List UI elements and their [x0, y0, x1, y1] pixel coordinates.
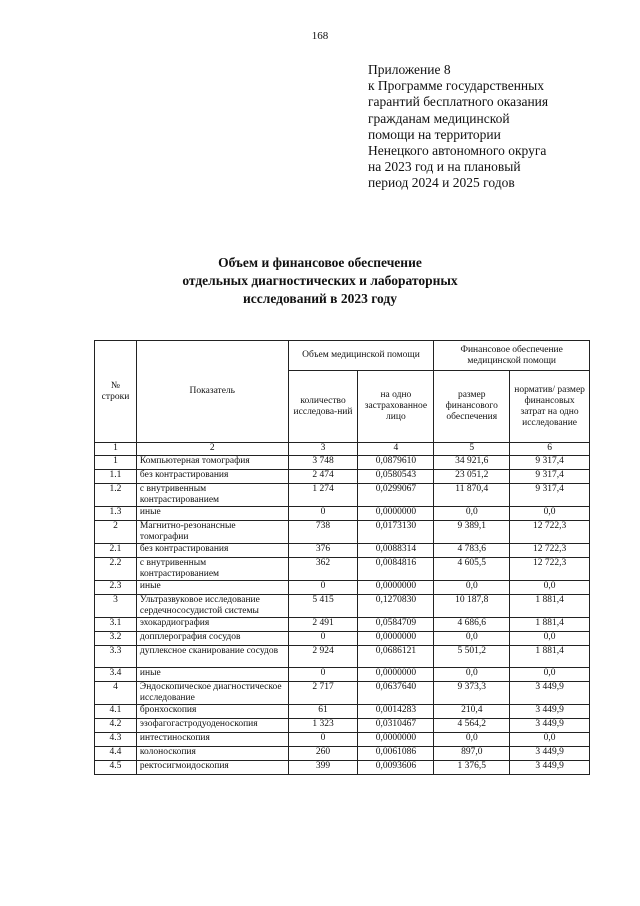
per-insured-value: 0,0000000	[358, 581, 434, 595]
norm-value: 1 881,4	[510, 646, 590, 668]
indicator-name: Эндоскопическое диагностическое исследование	[136, 682, 288, 705]
norm-value: 9 317,4	[510, 484, 590, 507]
finance-size-value: 23 051,2	[434, 470, 510, 484]
study-count: 0	[288, 581, 358, 595]
appendix-line: помощи на территории	[368, 126, 501, 142]
table-row	[95, 632, 590, 646]
header-count: количество исследова-ний	[288, 371, 358, 443]
indicator-name: Магнитно-резонансные томографии	[136, 521, 288, 544]
norm-value: 3 449,9	[510, 705, 590, 719]
finance-size-value: 1 376,5	[434, 761, 510, 775]
indicator-name: иные	[136, 581, 288, 595]
finance-size-value: 11 870,4	[434, 484, 510, 507]
table-row	[95, 705, 590, 719]
norm-value: 0,0	[510, 632, 590, 646]
finance-size-value: 0,0	[434, 507, 510, 521]
page-number: 168	[311, 30, 329, 42]
norm-value: 3 449,9	[510, 747, 590, 761]
study-count: 738	[288, 521, 358, 544]
table-row	[95, 682, 590, 705]
indicator-name: колоноскопия	[136, 747, 288, 761]
study-count: 1 323	[288, 719, 358, 733]
norm-value: 12 722,3	[510, 544, 590, 558]
finance-size-value: 0,0	[434, 668, 510, 682]
indicator-name: Ультразвуковое исследование сердечнососудистой системы	[136, 595, 288, 618]
table-row	[95, 521, 590, 544]
table-row	[95, 733, 590, 747]
finance-size-value: 10 187,8	[434, 595, 510, 618]
row-number: 4	[95, 682, 137, 705]
finance-size-value: 210,4	[434, 705, 510, 719]
per-insured-value: 0,0088314	[358, 544, 434, 558]
indicator-name: допплерография сосудов	[136, 632, 288, 646]
indicator-name: эхокардиография	[136, 618, 288, 632]
study-count: 376	[288, 544, 358, 558]
table-row	[95, 470, 590, 484]
table-row	[95, 761, 590, 775]
indicator-name: интестиноскопия	[136, 733, 288, 747]
finance-size-value: 34 921,6	[434, 456, 510, 470]
column-number: 4	[358, 443, 434, 456]
table-row	[95, 456, 590, 470]
norm-value: 9 317,4	[510, 470, 590, 484]
finance-size-value: 0,0	[434, 733, 510, 747]
title-line: Объем и финансовое обеспечение	[218, 255, 422, 270]
study-count: 399	[288, 761, 358, 775]
table-row	[95, 719, 590, 733]
appendix-line: Приложение 8	[368, 62, 451, 77]
header-per-insured: на одно застрахованное лицо	[358, 371, 434, 443]
appendix-line: Ненецкого автономного округа	[368, 143, 547, 159]
appendix-line: к Программе государственных	[368, 78, 544, 94]
row-number: 4.2	[95, 719, 137, 733]
row-number: 4.4	[95, 747, 137, 761]
row-number: 1.1	[95, 470, 137, 484]
row-number: 3.2	[95, 632, 137, 646]
study-count: 2 491	[288, 618, 358, 632]
per-insured-value: 0,1270830	[358, 595, 434, 618]
row-number: 2.3	[95, 581, 137, 595]
indicator-name: без контрастирования	[136, 470, 288, 484]
table-row	[95, 544, 590, 558]
header-finance-size: размер финансового обеспечения	[434, 371, 510, 443]
study-count: 2 474	[288, 470, 358, 484]
per-insured-value: 0,0173130	[358, 521, 434, 544]
study-count: 2 717	[288, 682, 358, 705]
column-number: 3	[288, 443, 358, 456]
finance-size-value: 4 686,6	[434, 618, 510, 632]
row-number: 1.3	[95, 507, 137, 521]
header-finance-group: Финансовое обеспечение медицинской помощи	[434, 341, 590, 371]
table-row	[95, 595, 590, 618]
norm-value: 0,0	[510, 507, 590, 521]
study-count: 362	[288, 558, 358, 581]
row-number: 1.2	[95, 484, 137, 507]
study-count: 0	[288, 668, 358, 682]
row-number: 2.2	[95, 558, 137, 581]
indicator-name: иные	[136, 668, 288, 682]
finance-size-value: 9 389,1	[434, 521, 510, 544]
row-number: 3.4	[95, 668, 137, 682]
column-number: 5	[434, 443, 510, 456]
study-count: 2 924	[288, 646, 358, 668]
row-number: 3.1	[95, 618, 137, 632]
norm-value: 9 317,4	[510, 456, 590, 470]
table-row	[95, 747, 590, 761]
per-insured-value: 0,0000000	[358, 507, 434, 521]
indicator-name: без контрастирования	[136, 544, 288, 558]
study-count: 0	[288, 632, 358, 646]
study-count: 260	[288, 747, 358, 761]
title-line: отдельных диагностических и лабораторных	[182, 273, 458, 288]
per-insured-value: 0,0000000	[358, 632, 434, 646]
row-number: 4.1	[95, 705, 137, 719]
appendix-line: период 2024 и 2025 годов	[368, 175, 515, 191]
table-row	[95, 668, 590, 682]
study-count: 61	[288, 705, 358, 719]
row-number: 2.1	[95, 544, 137, 558]
norm-value: 3 449,9	[510, 682, 590, 705]
appendix-line: на 2023 год и на плановый	[368, 159, 521, 175]
finance-size-value: 0,0	[434, 581, 510, 595]
finance-size-value: 4 605,5	[434, 558, 510, 581]
per-insured-value: 0,0299067	[358, 484, 434, 507]
diagnostics-table	[94, 340, 590, 775]
norm-value: 12 722,3	[510, 521, 590, 544]
table-row	[95, 507, 590, 521]
indicator-name: бронхоскопия	[136, 705, 288, 719]
finance-size-value: 9 373,3	[434, 682, 510, 705]
appendix-line: гражданам медицинской	[368, 110, 510, 126]
row-number: 2	[95, 521, 137, 544]
per-insured-value: 0,0637640	[358, 682, 434, 705]
row-number: 3.3	[95, 646, 137, 668]
study-count: 0	[288, 733, 358, 747]
per-insured-value: 0,0061086	[358, 747, 434, 761]
per-insured-value: 0,0093606	[358, 761, 434, 775]
per-insured-value: 0,0084816	[358, 558, 434, 581]
norm-value: 12 722,3	[510, 558, 590, 581]
per-insured-value: 0,0584709	[358, 618, 434, 632]
finance-size-value: 4 783,6	[434, 544, 510, 558]
row-number: 4.3	[95, 733, 137, 747]
table-row	[95, 646, 590, 668]
header-norm: норматив/ размер финансовых затрат на одно исследование	[510, 371, 590, 443]
norm-value: 3 449,9	[510, 761, 590, 775]
norm-value: 1 881,4	[510, 595, 590, 618]
study-count: 0	[288, 507, 358, 521]
header-volume-group: Объем медицинской помощи	[288, 341, 434, 371]
study-count: 5 415	[288, 595, 358, 618]
indicator-name: эзофагогастродуоденоскопия	[136, 719, 288, 733]
per-insured-value: 0,0000000	[358, 668, 434, 682]
indicator-name: дуплексное сканирование сосудов	[136, 646, 288, 668]
row-number: 3	[95, 595, 137, 618]
header-indicator: Показатель	[136, 341, 288, 443]
study-count: 3 748	[288, 456, 358, 470]
header-row-number: № строки	[95, 341, 137, 443]
table-row	[95, 558, 590, 581]
document-title	[0, 254, 640, 308]
column-number: 2	[136, 443, 288, 456]
indicator-name: иные	[136, 507, 288, 521]
per-insured-value: 0,0580543	[358, 470, 434, 484]
table-row	[95, 618, 590, 632]
per-insured-value: 0,0000000	[358, 733, 434, 747]
norm-value: 3 449,9	[510, 719, 590, 733]
table-row	[95, 581, 590, 595]
finance-size-value: 897,0	[434, 747, 510, 761]
row-number: 4.5	[95, 761, 137, 775]
norm-value: 0,0	[510, 733, 590, 747]
per-insured-value: 0,0014283	[358, 705, 434, 719]
indicator-name: Компьютерная томография	[136, 456, 288, 470]
norm-value: 1 881,4	[510, 618, 590, 632]
per-insured-value: 0,0686121	[358, 646, 434, 668]
indicator-name: с внутривенным контрастированием	[136, 558, 288, 581]
indicator-name: с внутривенным контрастированием	[136, 484, 288, 507]
appendix-note	[368, 62, 628, 192]
finance-size-value: 0,0	[434, 632, 510, 646]
finance-size-value: 5 501,2	[434, 646, 510, 668]
column-number: 1	[95, 443, 137, 456]
row-number: 1	[95, 456, 137, 470]
study-count: 1 274	[288, 484, 358, 507]
title-line: исследований в 2023 году	[243, 291, 397, 306]
table-row	[95, 484, 590, 507]
per-insured-value: 0,0879610	[358, 456, 434, 470]
norm-value: 0,0	[510, 581, 590, 595]
finance-size-value: 4 564,2	[434, 719, 510, 733]
per-insured-value: 0,0310467	[358, 719, 434, 733]
column-number: 6	[510, 443, 590, 456]
norm-value: 0,0	[510, 668, 590, 682]
appendix-line: гарантий бесплатного оказания	[368, 94, 549, 110]
indicator-name: ректосигмоидоскопия	[136, 761, 288, 775]
